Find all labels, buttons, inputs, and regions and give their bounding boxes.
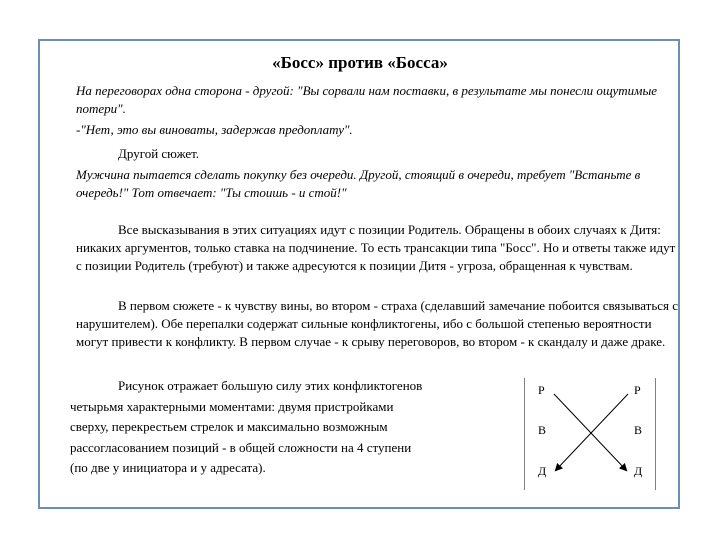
arrow-left-parent-to-right-child: [554, 394, 626, 470]
right-label-adult: В: [634, 423, 643, 437]
analysis-paragraph-1: Все высказывания в этих ситуациях идут с позиции Родитель. Обращены в обоих случаях к Дитя: никаких аргументов, только ставка на подчинение. То есть трансакции типа "Босс". Но и ответы также идут с позиции Родитель (требуют) и также адресуются к позиции Дитя - угроза, обращенная к чувствам.: [76, 222, 676, 273]
figure-text-line: (по две у инициатора и у адресата).: [70, 460, 266, 475]
figure-text-line: четырьмя характерными моментами: двумя пристройками: [70, 398, 394, 414]
example2-text: Мужчина пытается сделать покупку без очереди. Другой, стоящий в очереди, требует "Встаньте в очередь!" Тот отвечает: "Ты стоишь - и стой!": [76, 167, 641, 200]
left-label-adult: В: [538, 423, 547, 437]
left-label-child: Д: [538, 464, 547, 478]
transaction-diagram-svg: [524, 372, 656, 490]
right-label-child: Д: [634, 464, 643, 478]
page-title: «Босс» против «Босса»: [272, 53, 448, 72]
transaction-diagram: [524, 372, 656, 490]
example1-line2: -"Нет, это вы виноваты, задержав предоплату".: [76, 122, 353, 137]
left-label-parent: Р: [538, 383, 545, 397]
right-label-parent: Р: [634, 383, 641, 397]
arrow-right-parent-to-left-child: [556, 394, 628, 470]
figure-text-line: Рисунок отражает большую силу этих конфликтогенов: [118, 378, 423, 393]
example1-line1: На переговорах одна сторона - другой: "Вы сорвали нам поставки, в результате мы понесли ощутимые потери".: [76, 83, 658, 116]
figure-description: [70, 376, 482, 479]
figure-text-line: рассогласованием позиций - в общей сложности на 4 ступени: [70, 439, 412, 455]
analysis-paragraph-2: В первом сюжете - к чувству вины, во втором - страха (сделавший замечание побоится связываться с нарушителем). Обе перепалки содержат сильные конфликтогены, ибо с большой степенью вероятности могут привести к конфликту. В первом случае - к срыву переговоров, во втором - к скандалу и даже драке.: [76, 298, 679, 349]
example2-heading: Другой сюжет.: [118, 146, 200, 161]
figure-text-line: сверху, перекрестьем стрелок и максимально возможным: [70, 419, 388, 434]
